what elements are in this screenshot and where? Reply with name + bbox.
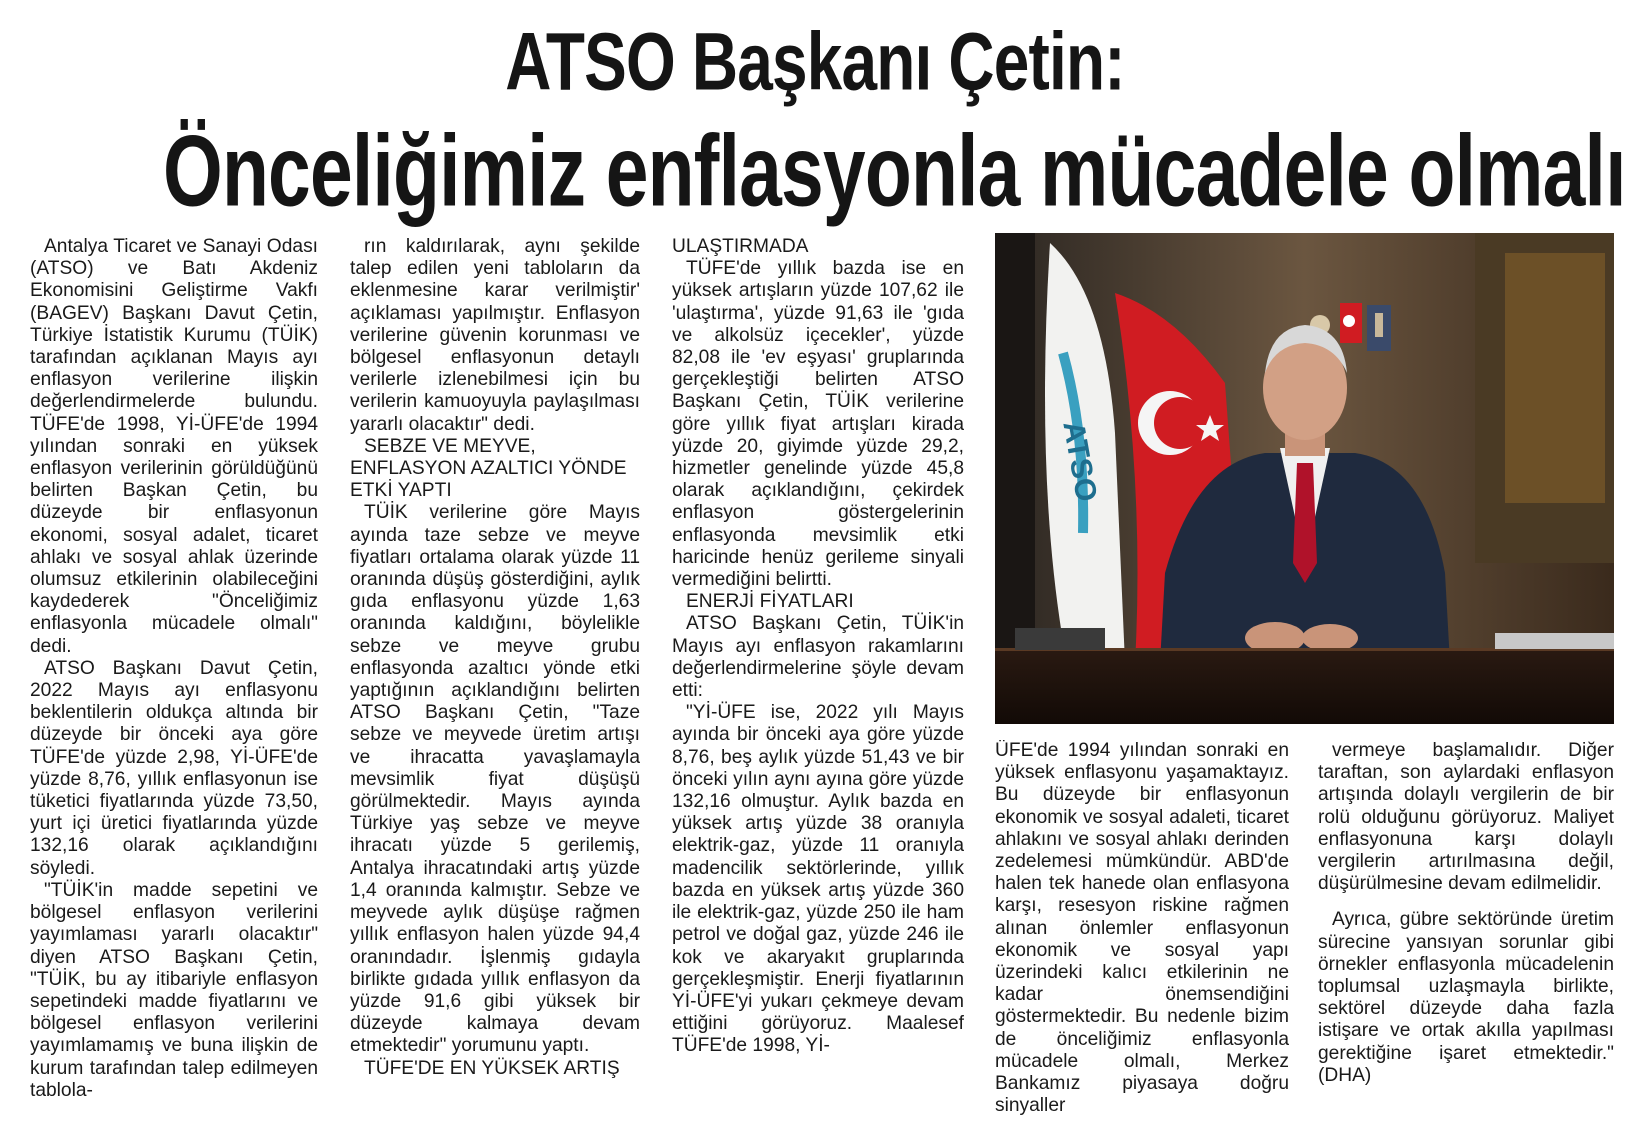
flag-logo-text: ATSO — [1056, 418, 1103, 505]
article-column-1 — [30, 236, 318, 1132]
portrait-photo — [995, 233, 1614, 724]
article-column-5 — [1318, 740, 1614, 1132]
paragraph: ATSO Başkanı Çetin, TÜİK'in Mayıs ayı enflasyon rakamlarını değerlendirmelerine şöyle devam etti: — [672, 613, 964, 702]
headline-line-1: ATSO Başkanı Çetin: — [505, 15, 1125, 108]
subheading: ENERJİ FİYATLARI — [686, 591, 854, 613]
paragraph: ATSO Başkanı Davut Çetin, 2022 Mayıs ayı enflasyonu beklentilerin oldukça altında bir düzeyde bir önceki aya göre TÜFE'de yüzde 2,98, Yİ-ÜFE'de yüzde 8,76, yıllık enflasyonun ise tüketici fiyatlarında yüzde 73,50, yurt içi üretici fiyatlarında yüzde 132,16 olarak açıklandığını söyledi. — [30, 657, 318, 879]
subheading: TÜFE'DE EN YÜKSEK ARTIŞ — [364, 1057, 620, 1079]
office-scene-illustration — [995, 233, 1614, 724]
article-column-3 — [672, 236, 964, 1132]
subheading: ULAŞTIRMADA — [672, 236, 809, 257]
article-column-4 — [995, 740, 1289, 1132]
paragraph: ÜFE'de 1994 yılından sonraki en yüksek enflasyonu yaşamaktayız. Bu düzeyde bir enflasyonun ekonomik ve sosyal adaleti, ticaret ahlakını ve sosyal ahlakı derinden zedelemesi mümkündür. ABD'de halen tek hanede olan enflasyona karşı, resesyon riskine rağmen alınan önlemler enflasyonun ekonomik ve sosyal yapı üzerindeki kalıcı etkilerinin ne kadar önemsendiğini göstermektedir. Bu nedenle bizim de önceliğimiz enflasyonla mücadele olmalı, Merkez Bankamız piyasaya doğru sinyaller — [995, 740, 1289, 1117]
paragraph: TÜFE'de yıllık bazda ise en yüksek artışların yüzde 107,62 ile 'ulaştırma', yüzde 91,63 ile 'gıda ve alkolsüz içecekler', yüzde 82,08 ile 'ev eşyası' gruplarında gerçekleştiği belirten ATSO Başkanı Çetin, TÜİK verilerine göre yıllık fiyat artışları kirada yüzde 20, giyimde yüzde 29,2, hizmetler genelinde yüzde 45,8 olarak açıklandığını, çekirdek enflasyon göstergelerinin enflasyonda mevsimlik etki haricinde henüz gerileme sinyali vermediğini belirtti. — [672, 258, 964, 591]
paragraph: "Yİ-ÜFE ise, 2022 yılı Mayıs ayında bir önceki aya göre yüzde 8,76, beş aylık yüzde 51,43 ve bir önceki yılın aynı ayına göre yüzde 132,16 olmuştur. Aylık bazda en yüksek artış yüzde 38 oranıyla elektrik-gaz, yüzde 11 oranıyla madencilik sektörlerinde, yıllık bazda en yüksek artış yüzde 360 ile elektrik-gaz, yüzde 250 ile ham petrol ve doğal gaz, yüzde 246 ile kok ve akaryakıt gruplarında gerçekleşmiştir. Enerji fiyatlarının Yİ-ÜFE'yi yukarı çekmeye devam ettiğini görüyoruz. Maalesef TÜFE'de 1998, Yİ- — [672, 702, 964, 1057]
paragraph: TÜİK verilerine göre Mayıs ayında taze sebze ve meyve fiyatları ortalama olarak yüzde 11 oranında düşüş gösterdiğini, aylık gıda enflasyonu yüzde 1,63 oranında kaldığını, böylelikle sebze ve meyve grubu enflasyonda azaltıcı yönde etki yaptığının açıklandığını belirten ATSO Başkanı Çetin, "Taze sebze ve meyvede üretim artışı ve ihracatta yavaşlamayla mevsimlik fiyat düşüşü görülmektedir. Mayıs ayında Türkiye yaş sebze ve meyve ihracatı yüzde 5 gerilemiş, Antalya ihracatındaki artış yüzde 1,4 oranında kalmıştır. Sebze ve meyvede aylık düşüşe rağmen yıllık enflasyon halen yüzde 94,4 oranındadır. İşlenmiş gıdayla birlikte gıdada yıllık enflasyon da yüzde 91,6 gibi yüksek bir düzeyde kalmaya devam etmektedir" yorumunu yaptı. — [350, 502, 640, 1057]
subheading: SEBZE VE MEYVE, ENFLASYON AZALTICI YÖNDE ETKİ YAPTI — [350, 435, 627, 502]
headline-line-2: Önceliğimiz enflasyonla mücadele olmalı — [163, 115, 1626, 228]
paragraph: Ayrıca, gübre sektöründe üretim sürecine yansıyan sorunlar gibi örnekler enflasyonla mücadelenin toplumsal uzlaşmayla birlikte, sektörel düzeyde daha fazla istişare ve ortak akılla yapılması gerektiğine işaret etmektedir."(DHA) — [1318, 909, 1614, 1086]
paragraph: "TÜİK'in madde sepetini ve bölgesel enflasyon verilerini yayımlaması yararlı olacaktır" diyen ATSO Başkanı Çetin, "TÜİK, bu ay itibariyle enflasyon sepetindeki madde fiyatlarını ve bölgesel enflasyon verilerini yayımlamamış ve buna ilişkin de kurum tarafından talep edilmeyen tablola- — [30, 879, 318, 1101]
paragraph: rın kaldırılarak, aynı şekilde talep edilen yeni tabloların da eklenmesine karar verilmiştir' açıklaması yapılmıştır. Enflasyon verilerine güvenin korunması ve bölgesel enflasyonun detaylı verilerle izlenebilmesi için bu verilerin kamuoyuyla paylaşılması yararlı olacaktır" dedi. — [350, 236, 640, 435]
article-column-2 — [350, 236, 640, 1132]
paragraph: vermeye başlamalıdır. Diğer taraftan, son aylardaki enflasyon artışında dolaylı vergilerin de bir rolü olduğunu görüyoruz. Maliyet enflasyonuna karşı dolaylı vergilerin artırılmasına değil, düşürülmesine devam edilmelidir. — [1318, 740, 1614, 895]
paragraph: Antalya Ticaret ve Sanayi Odası (ATSO) ve Batı Akdeniz Ekonomisini Geliştirme Vakfı (BAGEV) Başkanı Davut Çetin, Türkiye İstatistik Kurumu (TÜİK) tarafından açıklanan Mayıs ayı enflasyon verilerine ilişkin değerlendirmelerde bulundu. TÜFE'de 1998, Yİ-ÜFE'de 1994 yılından sonraki en yüksek enflasyon verilerinin görüldüğünü belirten Başkan Çetin, bu düzeyde bir enflasyonun ekonomi, sosyal adalet, ticaret ahlakı ve sosyal ahlak üzerinde olumsuz etkilerinin olabileceğini kaydederek "Önceliğimiz enflasyonla mücadele olmalı" dedi. — [30, 236, 318, 657]
